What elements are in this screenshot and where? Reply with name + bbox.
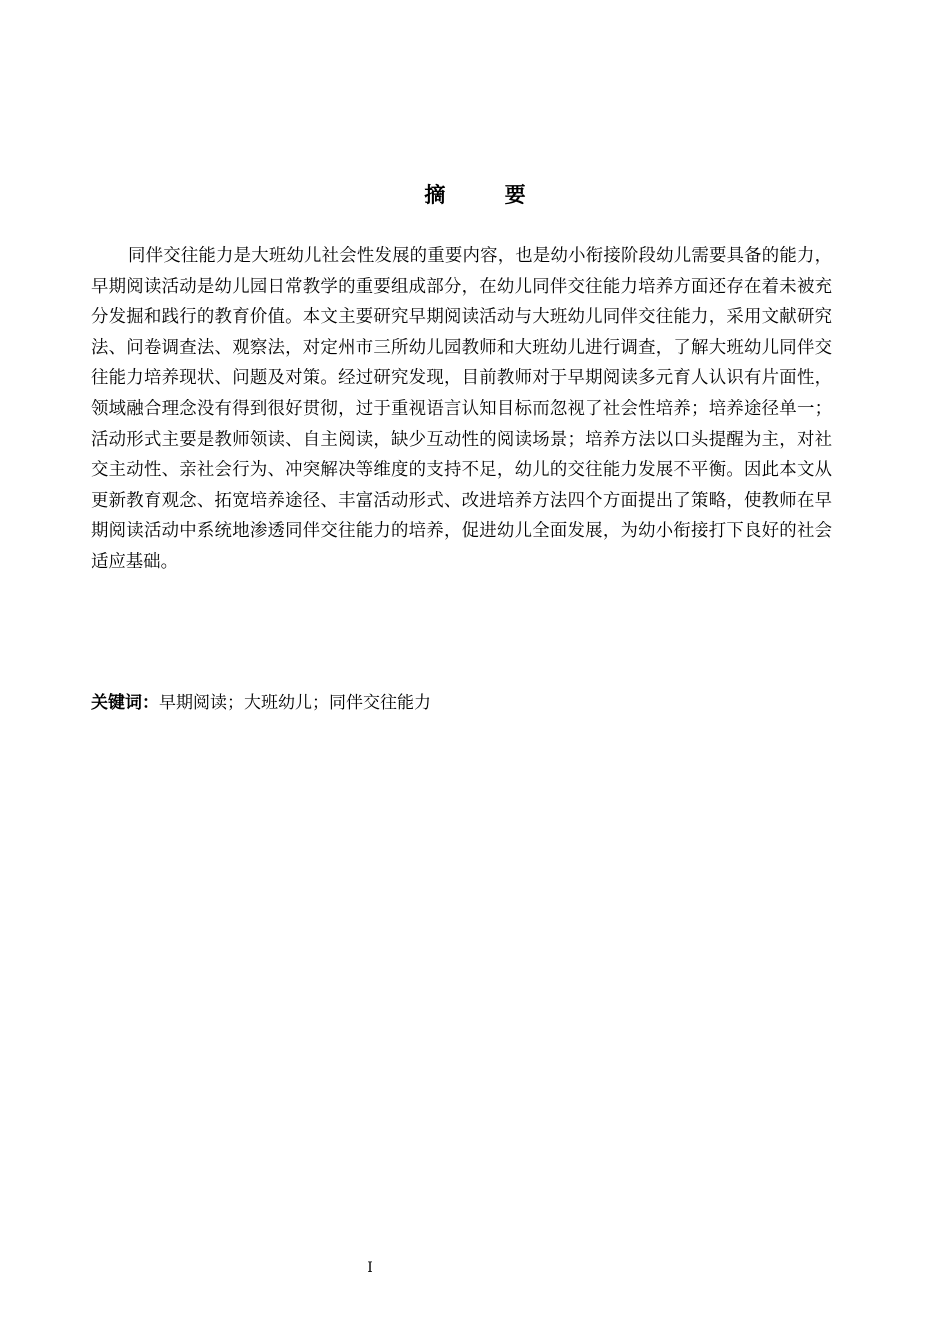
page-number: I <box>367 1260 373 1276</box>
abstract-title: 摘 要 <box>424 183 552 207</box>
abstract-body: 同伴交往能力是大班幼儿社会性发展的重要内容，也是幼小衔接阶段幼儿需要具备的能力，早期阅读活动是幼儿园日常教学的重要组成部分，在幼儿同伴交往能力培养方面还存在着未被充分发掘和践行的教育价值。本文主要研究早期阅读活动与大班幼儿同伴交往能力，采用文献研究法、问卷调查法、观察法，对定州市三所幼儿园教师和大班幼儿进行调查，了解大班幼儿同伴交往能力培养现状、问题及对策。经过研究发现，目前教师对于早期阅读多元育人认识有片面性，领域融合理念没有得到很好贯彻，过于重视语言认知目标而忽视了社会性培养；培养途径单一；活动形式主要是教师领读、自主阅读，缺少互动性的阅读场景；培养方法以口头提醒为主，对社交主动性、亲社会行为、冲突解决等维度的支持不足，幼儿的交往能力发展不平衡。因此本文从更新教育观念、拓宽培养途径、丰富活动形式、改进培养方法四个方面提出了策略，使教师在早期阅读活动中系统地渗透同伴交往能力的培养，促进幼儿全面发展，为幼小衔接打下良好的社会适应基础。 <box>91 246 832 572</box>
keywords-line <box>91 688 831 718</box>
keywords-label: 关键词： <box>91 693 159 713</box>
keywords-list: 早期阅读；大班幼儿；同伴交往能力 <box>159 693 431 713</box>
